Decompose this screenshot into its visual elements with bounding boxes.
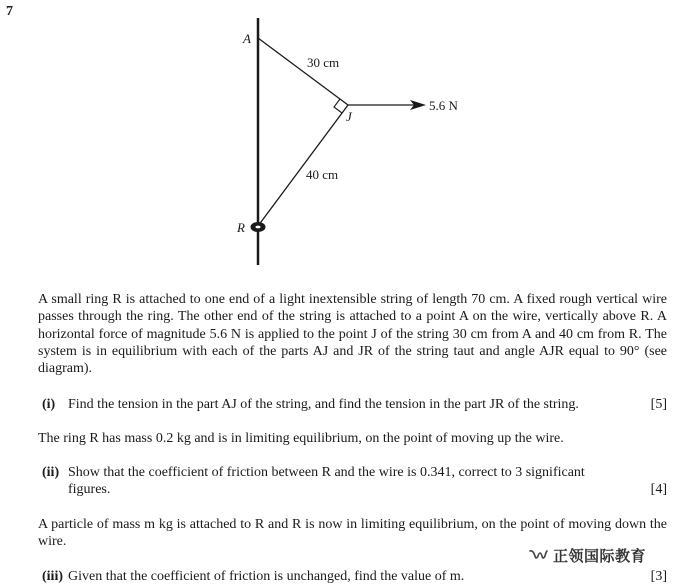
ring-hole bbox=[255, 226, 260, 229]
mass-paragraph: The ring R has mass 0.2 kg and is in limiting equilibrium, on the point of moving up the wire. bbox=[38, 431, 564, 446]
label-r: R bbox=[237, 220, 245, 235]
part-i-marks: [5] bbox=[650, 397, 667, 412]
part-ii bbox=[38, 464, 667, 500]
part-ii-marks: [4] bbox=[650, 482, 667, 497]
part-i-text: Find the tension in the part AJ of the string, and find the tension in the part JR of the string. bbox=[68, 397, 579, 412]
part-iii-text: Given that the coefficient of friction is unchanged, find the value of m. bbox=[68, 569, 465, 584]
label-jr-length: 40 cm bbox=[306, 167, 339, 182]
right-angle-marker bbox=[334, 99, 342, 113]
part-i bbox=[38, 396, 667, 414]
part-iii bbox=[38, 568, 667, 586]
watermark bbox=[528, 545, 646, 566]
question-number: 7 bbox=[6, 4, 13, 19]
string-aj bbox=[258, 38, 348, 105]
watermark-text: 正领国际教育 bbox=[553, 547, 647, 565]
part-i-label: (i) bbox=[42, 397, 56, 412]
part-iii-label: (iii) bbox=[42, 569, 63, 584]
label-force: 5.6 N bbox=[429, 98, 458, 113]
label-j: J bbox=[346, 109, 352, 124]
label-a: A bbox=[243, 31, 251, 46]
part-ii-text: Show that the coefficient of friction between R and the wire is 0.341, correct to 3 significant figures. bbox=[68, 465, 585, 498]
equilibrium-diagram bbox=[0, 0, 680, 280]
part-iii-marks: [3] bbox=[650, 569, 667, 584]
part-ii-label: (ii) bbox=[42, 465, 60, 480]
string-jr bbox=[258, 105, 348, 226]
wechat-channel-icon bbox=[528, 548, 548, 564]
intro-paragraph: A small ring R is attached to one end of a light inextensible string of length 70 cm. A fixed rough vertical wire passes through the ring. The other end of the string is attached to a point A on the wire, vertically above R. A horizontal force of magnitude 5.6 N is applied to the point J of the string 30 cm from A and 40 cm from R. The system is in equilibrium with each of the parts AJ and JR of the string taut and angle AJR equal to 90° (see diagram). bbox=[38, 292, 667, 377]
particle-paragraph: A particle of mass m kg is attached to R and R is now in limiting equilibrium, on the point of moving down the wire. bbox=[38, 517, 667, 550]
label-aj-length: 30 cm bbox=[307, 55, 340, 70]
